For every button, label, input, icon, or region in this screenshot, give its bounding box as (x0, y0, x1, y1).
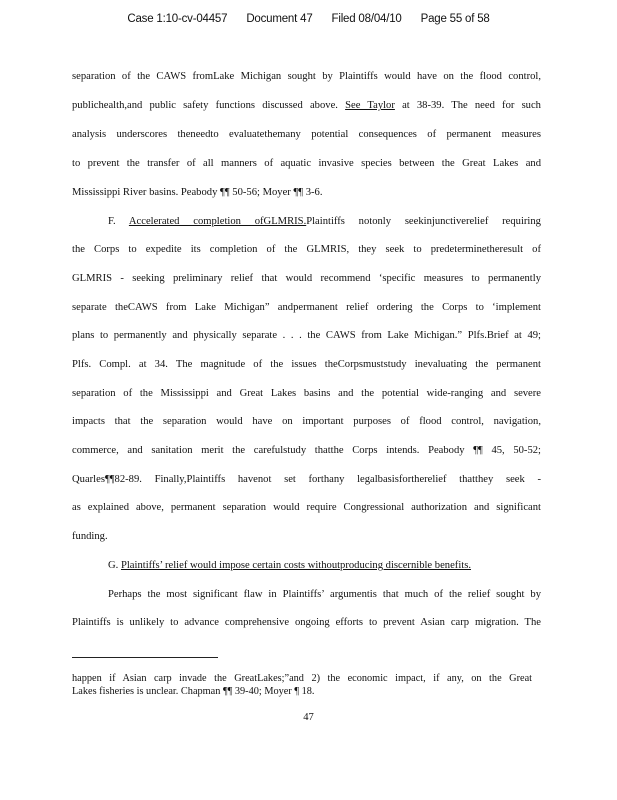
text-line: Quarles¶¶82-89. Finally,Plaintiffs havenot set forthany legalbasisfortherelief thatthey seek - (72, 474, 541, 485)
text-line: Mississippi River basins. Peabody ¶¶ 50-56; Moyer ¶¶ 3-6. (72, 187, 323, 198)
page-number: 47 (303, 712, 314, 723)
text-line: Plfs. Compl. at 34. The magnitude of the issues theCorpsmuststudy inevaluating the permanent (72, 359, 541, 370)
section-letter: G. (108, 560, 119, 571)
text-line: plans to permanently and physically separate . . . the CAWS from Lake Michigan.” Plfs.Brief at 49; (72, 330, 541, 341)
section-f-line: F. Accelerated completion ofGLMRIS.Plaintiffs notonly seekinjunctiverelief requiring (108, 216, 541, 227)
text-line: funding. (72, 531, 108, 542)
text-line: publichealth,and public safety functions discussed above. See Taylor at 38-39. The need for such (72, 100, 541, 111)
case-number: Case 1:10-cv-04457 (127, 13, 228, 25)
text-line: Perhaps the most significant flaw in Plaintiffs’ argumentis that much of the relief sought by (108, 589, 541, 600)
text-line: separation of the CAWS fromLake Michigan sought by Plaintiffs would have on the flood control, (72, 71, 541, 82)
text-line: separate theCAWS from Lake Michigan” andpermanent relief ordering the Corps to ‘implement (72, 302, 541, 313)
text-line: GLMRIS - seeking preliminary relief that would recommend ‘specific measures to permanently (72, 273, 541, 284)
section-g-line (72, 560, 541, 571)
section-letter: F. (108, 216, 116, 227)
footnote-line: happen if Asian carp invade the GreatLakes;”and 2) the economic impact, if any, on the Great (72, 673, 532, 684)
filed-date: Filed 08/04/10 (331, 13, 402, 25)
text-line: separation of the Mississippi and Great Lakes basins and the potential wide-ranging and severe (72, 388, 541, 399)
text-line: as explained above, permanent separation would require Congressional authorization and significant (72, 502, 541, 513)
case-header (0, 13, 617, 25)
page-indicator: Page 55 of 58 (420, 13, 490, 25)
section-g-heading: Plaintiffs’ relief would impose certain costs withoutproducing discernible benefits. (120, 560, 471, 571)
text-line: impacts that the separation would have on important purposes of flood control, navigation, (72, 416, 541, 427)
text-line: the Corps to expedite its completion of the GLMRIS, they seek to predeterminetheresult of (72, 244, 541, 255)
text-line: commerce, and sanitation merit the carefulstudy thatthe Corps intends. Peabody ¶¶ 45, 50-52; (72, 445, 541, 456)
section-f-heading: Accelerated completion ofGLMRIS. (128, 216, 307, 227)
text-line: to prevent the transfer of all manners of aquatic invasive species between the Great Lakes and (72, 158, 541, 169)
text-line: analysis underscores theneedto evaluatethemany potential consequences of permanent measures (72, 129, 541, 140)
text-line: Plaintiffs is unlikely to advance comprehensive ongoing efforts to prevent Asian carp migration. The (72, 617, 541, 628)
document-number: Document 47 (246, 13, 313, 25)
footnote-divider (72, 657, 218, 658)
citation-signal: See Taylor (345, 100, 395, 111)
footnote-line: Lakes fisheries is unclear. Chapman ¶¶ 39-40; Moyer ¶ 18. (72, 686, 315, 697)
